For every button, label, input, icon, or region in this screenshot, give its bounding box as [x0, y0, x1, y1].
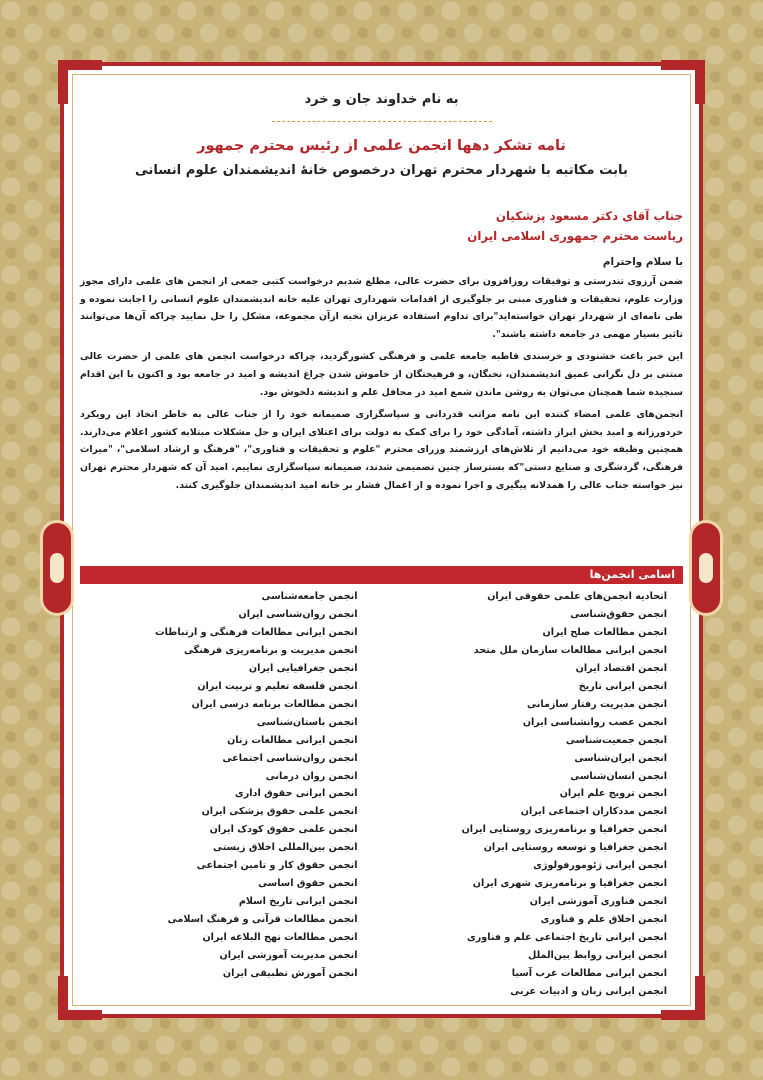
list-item: انجمن فلسفه تعلیم و تربیت ایران	[197, 680, 358, 692]
basmala-heading: به نام خداوند جان و خرد	[304, 92, 459, 107]
list-item: انجمن ایرانی حقوق اداری	[234, 788, 358, 800]
associations-column-left	[80, 588, 382, 990]
side-medallion-right	[689, 520, 723, 616]
list-item: انجمن ایرانی مطالعات فرهنگی و ارتباطات	[155, 626, 358, 638]
list-item: انجمن ایرانی روابط بین‌الملل	[528, 950, 667, 962]
list-item: انجمن جغرافیا و برنامه‌ریزی روستایی ایران	[461, 824, 667, 836]
list-item: انجمن مطالعات نهج البلاغه ایران	[202, 932, 358, 944]
list-item: انجمن اقتصاد ایران	[575, 662, 667, 674]
list-item: انجمن جغرافیایی ایران	[248, 662, 358, 674]
list-item: انجمن اخلاق علم و فناوری	[540, 914, 667, 926]
list-item: انجمن مدیریت آموزشی ایران	[219, 950, 358, 962]
list-item: انجمن عصب روانشناسی ایران	[522, 716, 667, 728]
list-item: انجمن علمی حقوق پزشکی ایران	[201, 806, 358, 818]
paragraph: این خبر باعث خشنودی و خرسندی قاطبه جامعه علمی و فرهنگی کشورگردید، چراکه درخواست انجمن های علمی از حضرت عالی مبتنی بر دل نگرانی عمیق اندیشمندان، نخبگان، و فرهیختگان از خاموش شدن چراغ اندیشه و امید در جامعه بود و اکنون با این اقدام سنجیده شما همچنان می‌توان به روشن ماندن شمع امید در محافل علم و اندیشه دلخوش بود.	[80, 351, 683, 398]
list-item: انجمن ایرانی مطالعات سازمان ملل متحد	[473, 644, 667, 656]
paragraph: انجمن‌های علمی امضاء کننده این نامه مراتب قدردانی و سپاسگزاری صمیمانه خود را از جناب عالی به خاطر اتخاذ این رویکرد خردورزانه و امید بخش ابراز داشته، آمادگی خود را برای کمک به دولت برای اعتلای ایران و حل مشکلات مبتلابه کشور اعلام می‌دارند. همچنین وظیفه خود می‌دانیم از تلاش‌های ارزشمند وزرای محترم "علوم و تحقیقات و فناوری"، "فرهنگ و ارشاد اسلامی"، "میراث فرهنگی، گردشگری و صنایع دستی"که بسترساز چنین تصمیمی شدند، صمیمانه سپاسگزاری نماییم. امید آن که شهردار محترم تهران نیز خواسته جناب عالی را همدلانه پیگیری و اجرا نموده و از اعمال فشار بر خانه امید اندیشمندان جلوگیری کنند.	[80, 409, 683, 491]
list-item: انجمن باستان‌شناسی	[256, 716, 358, 728]
list-item: اتحادیه انجمن‌های علمی حقوقی ایران	[487, 591, 667, 602]
side-medallion-left	[40, 520, 74, 616]
list-item: انجمن جغرافیا و توسعه روستایی ایران	[483, 842, 667, 854]
list-item: انجمن حقوق‌شناسی	[570, 608, 667, 620]
list-item: انجمن روان‌شناسی اجتماعی	[222, 752, 358, 764]
list-item: انجمن حقوق کار و تامین اجتماعی	[196, 860, 358, 872]
list-item: انجمن ایرانی زبان و ادبیات عربی	[510, 985, 667, 997]
list-item: انجمن مدیریت و برنامه‌ریزی فرهنگی	[183, 644, 358, 656]
list-item: انجمن مدیریت رفتار سازمانی	[527, 698, 667, 710]
list-item: انجمن ایرانی تاریخ اسلام	[238, 896, 358, 908]
list-item: انجمن فناوری آموزشی ایران	[529, 896, 667, 908]
list-item: انجمن ایرانی تاریخ	[578, 680, 667, 692]
list-item: انجمن مطالعات صلح ایران	[542, 626, 667, 638]
list-item: انجمن حقوق اساسی	[258, 878, 358, 890]
list-item: انجمن ایرانی مطالعات غرب آسیا	[511, 968, 667, 980]
list-item: انجمن مطالعات قرآنی و فرهنگ اسلامی	[167, 914, 358, 926]
list-item: انجمن ترویج علم ایران	[559, 788, 667, 800]
greeting: با سلام واحترام	[602, 256, 683, 268]
list-item: انجمن روان درمانی	[265, 770, 358, 782]
list-item: انجمن بین‌المللی اخلاق زیستی	[213, 842, 358, 854]
list-item: انجمن جمعیت‌شناسی	[565, 734, 667, 746]
list-item: انجمن مددکاران اجتماعی ایران	[520, 806, 667, 818]
associations-list-header: اسامی انجمن‌ها	[80, 566, 683, 584]
letter-body	[80, 90, 683, 494]
list-item: انجمن روان‌شناسی ایران	[238, 608, 358, 620]
list-item: انجمن مطالعات برنامه درسی ایران	[191, 698, 358, 710]
list-item: انجمن ایرانی ژئومورفولوژی	[533, 860, 667, 872]
letter-title: نامه تشکر دهها انجمن علمی از رئیس محترم جمهور	[197, 138, 566, 154]
list-item: انجمن آموزش تطبیقی ایران	[222, 968, 358, 980]
letter-subtitle: بابت مکاتبه با شهردار محترم تهران درخصوص خانهٔ اندیشمندان علوم انسانی	[135, 163, 628, 178]
recipient-block	[80, 206, 683, 246]
recipient-name: جناب آقای دکتر مسعود پزشکیان	[495, 209, 683, 223]
paragraph: ضمن آرزوی تندرستی و توفیقات روزافزون برای حضرت عالی، مطلع شدیم درخواست کتبی جمعی از انجمن های علمی دارای مجوز وزارت علوم، تحقیقات و فناوری مبنی بر جلوگیری از اقدامات شهرداری تهران علیه خانه اندیشمندان علوم انسانی را اجابت نموده و طی نامه‌ای از شهردار تهران خواسته‌اید"برای تداوم استفاده عزیزان نخبه ازآن مجموعه، مشکل را حل نمایید چراکه آن‌ها می‌توانند تاثیر بسیار مهمی در جامعه داشته باشند".	[80, 276, 683, 340]
list-item: انجمن انسان‌شناسی	[570, 770, 667, 782]
list-item: انجمن علمی حقوق کودک ایران	[209, 824, 358, 836]
associations-column-right	[382, 588, 684, 997]
list-item: انجمن جغرافیا و برنامه‌ریزی شهری ایران	[472, 878, 667, 890]
list-item: انجمن ایرانی تاریخ اجتماعی علم و فناوری	[466, 932, 667, 944]
list-item: انجمن جامعه‌شناسی	[261, 591, 358, 602]
list-item: انجمن ایرانی مطالعات زنان	[227, 734, 358, 746]
heading-divider	[272, 121, 492, 122]
recipient-title: ریاست محترم جمهوری اسلامی ایران	[467, 229, 683, 243]
list-item: انجمن ایران‌شناسی	[574, 752, 667, 764]
associations-list	[80, 588, 683, 997]
